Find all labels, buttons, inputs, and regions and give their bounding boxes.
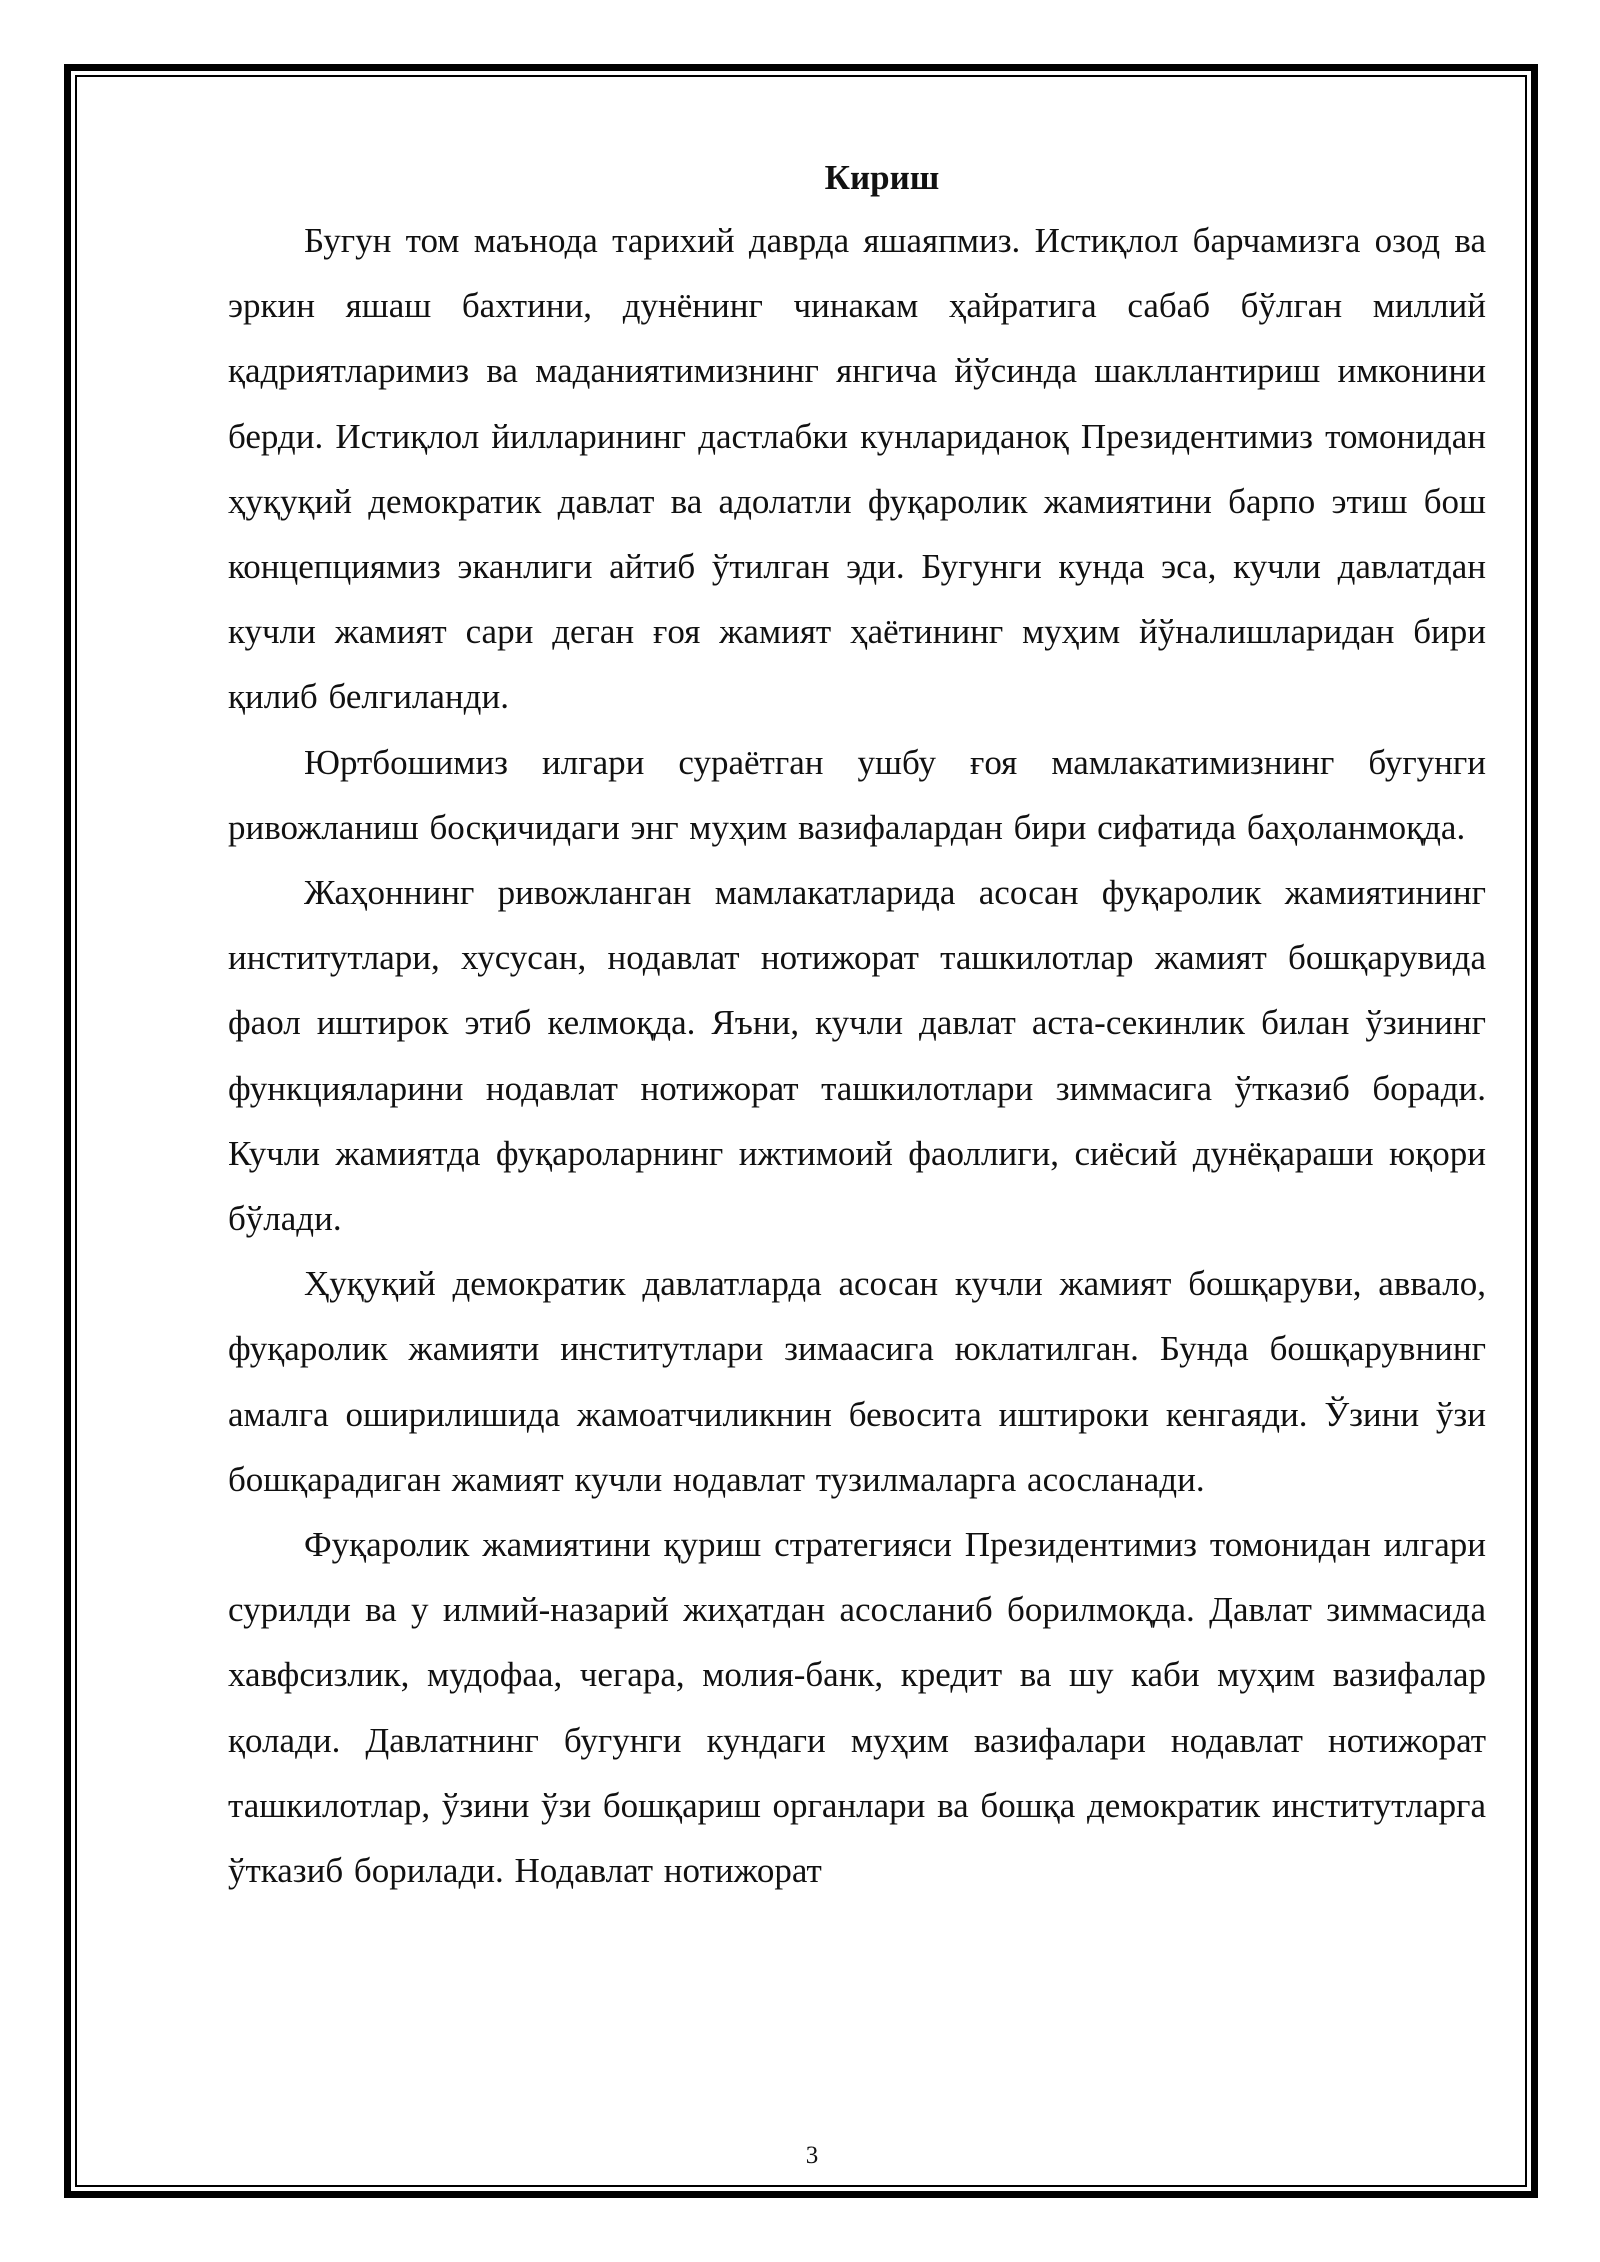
page-number: 3 xyxy=(805,2142,819,2169)
section-heading: Кириш xyxy=(824,158,940,197)
paragraph-1: Бугун том маънода тарихий даврда яшаяпмиз. Истиқлол барчамизга озод ва эркин яшаш бахтини, дунёнинг чинакам ҳайратига сабаб бўлган миллий қадриятларимиз ва маданиятимизнинг янгича йўсинда шакллантириш имконини берди. Истиқлол йилларининг дастлабки кунлариданоқ Президентимиз томонидан ҳуқуқий демократик давлат ва адолатли фуқаролик жамиятини барпо этиш бош концепциямиз эканлиги айтиб ўтилган эди. Бугунги кунда эса, кучли давлатдан кучли жамият сари деган ғоя жамият ҳаётининг муҳим йўналишларидан бири қилиб белгиланди. xyxy=(228,221,1486,717)
paragraph-4: Ҳуқуқий демократик давлатларда асосан кучли жамият бошқаруви, аввало, фуқаролик жамияти институтлари зимаасига юклатилган. Бунда бошқарувнинг амалга оширилишида жамоатчиликнин бевосита иштироки кенгаяди. Ўзини ўзи бошқарадиган жамият кучли нодавлат тузилмаларга асосланади. xyxy=(228,1264,1486,1499)
document-body xyxy=(228,148,1486,1903)
paragraph-2: Юртбошимиз илгари сураётган ушбу ғоя мамлакатимизнинг бугунги ривожланиш босқичидаги энг муҳим вазифалардан бири сифатида баҳоланмоқда. xyxy=(228,742,1486,847)
paragraph-3: Жаҳоннинг ривожланган мамлакатларида асосан фуқаролик жамиятининг институтлари, хусусан, нодавлат нотижорат ташкилотлар жамият бошқарувида фаол иштирок этиб келмоқда. Яъни, кучли давлат аста-секинлик билан ўзининг функцияларини нодавлат нотижорат ташкилотлари зиммасига ўтказиб боради. Кучли жамиятда фуқароларнинг ижтимоий фаоллиги, сиёсий дунёқараши юқори бўлади. xyxy=(228,873,1486,1239)
paragraph-5: Фуқаролик жамиятини қуриш стратегияси Президентимиз томонидан илгари сурилди ва у илмий-назарий жиҳатдан асосланиб борилмоқда. Давлат зиммасида хавфсизлик, мудофаа, чегара, молия-банк, кредит ва шу каби муҳим вазифалар қолади. Давлатнинг бугунги кундаги муҳим вазифалари нодавлат нотижорат ташкилотлар, ўзини ўзи бошқариш органлари ва бошқа демократик институтларга ўтказиб борилади. Нодавлат нотижорат xyxy=(228,1525,1486,1891)
